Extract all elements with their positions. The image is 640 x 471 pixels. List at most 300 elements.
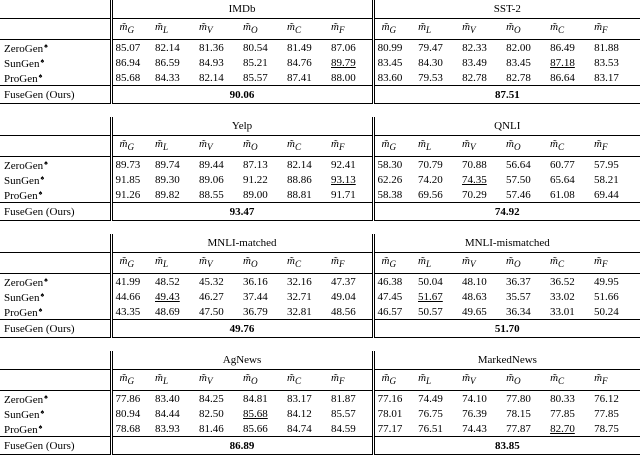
spade-icon: ♠ [40, 408, 45, 416]
score-value: 89.00 [243, 188, 268, 201]
model-column-header: $m̃_V$ [462, 19, 506, 40]
score-cell [155, 172, 199, 187]
score-value: 79.53 [418, 71, 443, 84]
score-cell [287, 406, 331, 421]
score-cell [550, 55, 594, 70]
score-value: 83.40 [155, 392, 180, 405]
score-cell [550, 391, 594, 407]
model-column-header: $m̃_L$ [155, 19, 199, 40]
score-value: 74.10 [462, 392, 487, 405]
fusegen-label: FuseGen (Ours) [0, 437, 111, 455]
score-value: 89.06 [199, 173, 224, 186]
score-value: 84.81 [243, 392, 268, 405]
score-value: 79.47 [418, 41, 443, 54]
score-value: 81.36 [199, 41, 224, 54]
model-column-header: $m̃_C$ [550, 136, 594, 157]
score-cell [199, 70, 243, 86]
score-cell [331, 406, 373, 421]
model-column-header: $m̃_F$ [331, 370, 373, 391]
score-cell [199, 157, 243, 173]
score-cell [287, 40, 331, 56]
score-value: 84.93 [199, 56, 224, 69]
score-cell [418, 70, 462, 86]
score-value: 47.45 [377, 290, 403, 303]
score-value: 50.04 [418, 275, 443, 288]
score-cell [594, 70, 640, 86]
score-value: 83.53 [594, 56, 619, 69]
fusegen-score: 90.06 [111, 86, 373, 104]
model-subscript: G [389, 25, 397, 36]
score-value: 61.08 [550, 188, 575, 201]
model-subscript: V [206, 376, 213, 387]
method-name [0, 187, 111, 203]
table-row [0, 70, 640, 86]
model-column-header: $m̃_G$ [111, 370, 155, 391]
score-value: 46.57 [377, 305, 403, 318]
model-column-header: $m̃_G$ [373, 253, 418, 274]
score-value: 32.71 [287, 290, 312, 303]
score-value: 36.37 [506, 275, 531, 288]
score-cell [111, 172, 155, 187]
method-label: ZeroGen [4, 43, 44, 55]
model-column-header: $m̃_O$ [243, 370, 287, 391]
model-subscript: F [602, 376, 608, 387]
score-cell [594, 421, 640, 437]
fusegen-score: 83.85 [373, 437, 640, 455]
score-cell [594, 157, 640, 173]
score-cell [287, 55, 331, 70]
score-cell [155, 157, 199, 173]
score-cell [462, 421, 506, 437]
score-value: 76.39 [462, 407, 487, 420]
fusegen-score: 86.89 [111, 437, 373, 455]
score-cell [155, 391, 199, 407]
score-cell [462, 55, 506, 70]
score-value: 82.14 [287, 158, 312, 171]
score-cell [155, 304, 199, 320]
score-value: 78.15 [506, 407, 531, 420]
model-subscript: G [127, 376, 135, 387]
score-value: 83.45 [377, 56, 403, 69]
model-subscript: O [513, 259, 521, 270]
score-value: 46.38 [377, 275, 403, 288]
score-cell [462, 289, 506, 304]
score-value: 81.49 [287, 41, 312, 54]
score-value: 33.02 [550, 290, 575, 303]
spade-icon: ♠ [44, 393, 48, 401]
score-cell [287, 421, 331, 437]
score-value: 81.87 [331, 392, 356, 405]
model-subscript: L [426, 25, 432, 36]
score-cell [550, 289, 594, 304]
dataset-header: AgNews [111, 351, 373, 370]
spade-icon: ♠ [44, 42, 48, 50]
model-column-header: $m̃_L$ [418, 19, 462, 40]
score-cell [594, 55, 640, 70]
score-value: 93.13 [331, 173, 356, 186]
method-label: ZeroGen [4, 277, 44, 289]
table-row [0, 187, 640, 203]
score-cell [111, 406, 155, 421]
score-cell [550, 40, 594, 56]
score-cell [373, 70, 418, 86]
method-label: SunGen [4, 292, 40, 304]
model-column-header: $m̃_F$ [594, 370, 640, 391]
model-subscript: V [206, 142, 213, 153]
score-cell [155, 40, 199, 56]
score-cell [111, 157, 155, 173]
model-subscript: F [338, 25, 345, 36]
score-value: 84.30 [418, 56, 443, 69]
score-cell [243, 40, 287, 56]
fusegen-label: FuseGen (Ours) [0, 86, 111, 104]
score-value: 76.51 [418, 422, 443, 435]
model-column-header: $m̃_F$ [331, 19, 373, 40]
method-label: SunGen [4, 58, 40, 70]
score-cell [199, 187, 243, 203]
model-subscript: G [389, 376, 397, 387]
corner-cell [0, 234, 111, 253]
score-cell [462, 274, 506, 290]
corner-cell [0, 253, 111, 274]
score-cell [373, 391, 418, 407]
model-subscript: F [338, 376, 345, 387]
score-cell [199, 304, 243, 320]
score-value: 69.44 [594, 188, 619, 201]
score-value: 81.88 [594, 41, 619, 54]
corner-cell [0, 136, 111, 157]
model-subscript: C [558, 376, 565, 387]
score-cell [594, 187, 640, 203]
score-value: 91.26 [115, 188, 141, 201]
fusegen-score: 74.92 [373, 203, 640, 221]
score-cell [287, 289, 331, 304]
score-cell [550, 304, 594, 320]
score-value: 48.69 [155, 305, 180, 318]
score-cell [111, 304, 155, 320]
score-cell [418, 187, 462, 203]
results-block-2 [0, 234, 640, 338]
score-cell [506, 406, 550, 421]
model-column-header: $m̃_C$ [287, 370, 331, 391]
model-column-header: $m̃_O$ [506, 19, 550, 40]
score-value: 86.59 [155, 56, 180, 69]
model-subscript: V [470, 25, 476, 36]
score-cell [418, 304, 462, 320]
model-column-header: $m̃_O$ [243, 136, 287, 157]
score-cell [594, 391, 640, 407]
score-cell [331, 289, 373, 304]
score-cell [418, 391, 462, 407]
score-value: 44.66 [115, 290, 141, 303]
method-label: ZeroGen [4, 160, 44, 172]
score-value: 89.44 [199, 158, 224, 171]
score-cell [506, 274, 550, 290]
spade-icon: ♠ [40, 57, 45, 65]
model-column-header: $m̃_G$ [111, 136, 155, 157]
model-column-header: $m̃_G$ [373, 136, 418, 157]
spade-icon: ♠ [44, 276, 48, 284]
spade-icon: ♠ [44, 159, 48, 167]
model-column-header: $m̃_O$ [506, 370, 550, 391]
score-value: 37.44 [243, 290, 268, 303]
model-subscript: V [470, 376, 476, 387]
model-column-header: $m̃_V$ [199, 136, 243, 157]
model-column-header: $m̃_O$ [506, 136, 550, 157]
score-value: 80.33 [550, 392, 575, 405]
score-value: 57.46 [506, 188, 531, 201]
fusegen-label: FuseGen (Ours) [0, 320, 111, 338]
score-cell [373, 157, 418, 173]
model-column-header: $m̃_F$ [594, 253, 640, 274]
score-cell [462, 40, 506, 56]
score-value: 89.79 [331, 56, 356, 69]
score-cell [506, 70, 550, 86]
model-subscript: C [557, 142, 565, 153]
method-name [0, 55, 111, 70]
fusegen-row [0, 203, 640, 221]
model-subscript: G [389, 142, 397, 153]
score-value: 51.67 [418, 290, 443, 303]
score-cell [418, 421, 462, 437]
score-cell [111, 187, 155, 203]
score-value: 69.56 [418, 188, 443, 201]
score-value: 80.54 [243, 41, 268, 54]
score-cell [111, 70, 155, 86]
score-value: 84.25 [199, 392, 224, 405]
score-value: 84.76 [287, 56, 312, 69]
fusegen-score: 87.51 [373, 86, 640, 104]
spade-icon: ♠ [38, 423, 43, 431]
score-cell [594, 289, 640, 304]
dataset-header: MarkedNews [373, 351, 640, 370]
method-label: ProGen [4, 307, 38, 319]
score-cell [418, 274, 462, 290]
score-cell [111, 391, 155, 407]
score-cell [243, 421, 287, 437]
score-cell [331, 172, 373, 187]
score-value: 89.74 [155, 158, 180, 171]
score-value: 82.33 [462, 41, 487, 54]
model-subscript: F [601, 259, 608, 270]
score-cell [418, 172, 462, 187]
score-cell [462, 391, 506, 407]
model-subscript: C [294, 25, 302, 36]
score-cell [243, 172, 287, 187]
fusegen-row [0, 320, 640, 338]
score-value: 47.37 [331, 275, 356, 288]
model-column-header: $m̃_V$ [462, 253, 506, 274]
score-cell [287, 70, 331, 86]
score-value: 36.16 [243, 275, 268, 288]
score-cell [373, 40, 418, 56]
method-name [0, 40, 111, 56]
score-cell [506, 391, 550, 407]
model-subscript: O [250, 376, 258, 387]
score-value: 84.12 [287, 407, 312, 420]
dataset-header: MNLI-matched [111, 234, 373, 253]
block-gap [0, 338, 640, 351]
results-block-3 [0, 351, 640, 455]
score-cell [331, 421, 373, 437]
score-cell [199, 391, 243, 407]
score-value: 82.50 [199, 407, 224, 420]
score-cell [155, 421, 199, 437]
score-value: 58.38 [377, 188, 403, 201]
model-subscript: F [601, 142, 608, 153]
score-value: 49.04 [331, 290, 356, 303]
score-cell [594, 274, 640, 290]
score-cell [462, 406, 506, 421]
score-value: 81.46 [199, 422, 224, 435]
score-cell [155, 274, 199, 290]
score-value: 78.68 [115, 422, 141, 435]
score-value: 84.33 [155, 71, 180, 84]
score-cell [243, 391, 287, 407]
score-cell [550, 406, 594, 421]
score-value: 92.41 [331, 158, 356, 171]
score-value: 83.49 [462, 56, 487, 69]
score-cell [506, 187, 550, 203]
score-value: 88.86 [287, 173, 312, 186]
score-value: 87.41 [287, 71, 312, 84]
model-column-header: $m̃_O$ [243, 253, 287, 274]
score-cell [243, 406, 287, 421]
score-value: 85.07 [115, 41, 141, 54]
method-name [0, 406, 111, 421]
score-value: 48.56 [331, 305, 356, 318]
model-subscript: L [162, 25, 169, 36]
score-cell [550, 172, 594, 187]
score-cell [550, 70, 594, 86]
score-value: 46.27 [199, 290, 224, 303]
score-value: 80.99 [377, 41, 403, 54]
score-value: 86.94 [115, 56, 141, 69]
score-cell [155, 55, 199, 70]
score-value: 48.10 [462, 275, 487, 288]
method-name [0, 157, 111, 173]
model-subscript: L [162, 376, 169, 387]
score-cell [373, 172, 418, 187]
model-column-header: $m̃_V$ [199, 370, 243, 391]
method-label: ZeroGen [4, 394, 44, 406]
score-cell [462, 172, 506, 187]
score-value: 74.35 [462, 173, 487, 186]
score-value: 48.52 [155, 275, 180, 288]
score-cell [287, 391, 331, 407]
model-subscript: O [514, 376, 521, 387]
score-value: 36.34 [506, 305, 531, 318]
method-label: SunGen [4, 409, 40, 421]
score-value: 45.32 [199, 275, 224, 288]
block-gap [0, 221, 640, 234]
score-cell [506, 421, 550, 437]
model-column-header: $m̃_G$ [111, 19, 155, 40]
table-row [0, 406, 640, 421]
score-value: 62.26 [377, 173, 403, 186]
model-subscript: L [425, 142, 432, 153]
score-cell [550, 274, 594, 290]
score-cell [373, 289, 418, 304]
score-value: 47.50 [199, 305, 224, 318]
score-cell [243, 70, 287, 86]
fusegen-row [0, 437, 640, 455]
table-row [0, 304, 640, 320]
model-column-header: $m̃_C$ [550, 253, 594, 274]
spade-icon: ♠ [38, 72, 43, 80]
score-cell [243, 187, 287, 203]
score-cell [199, 406, 243, 421]
score-value: 57.95 [594, 158, 619, 171]
score-value: 41.99 [115, 275, 141, 288]
score-value: 85.57 [331, 407, 356, 420]
model-subscript: C [558, 25, 565, 36]
score-cell [594, 40, 640, 56]
score-cell [506, 157, 550, 173]
score-cell [331, 40, 373, 56]
model-column-header: $m̃_C$ [287, 253, 331, 274]
model-subscript: O [250, 25, 258, 36]
score-value: 82.14 [199, 71, 224, 84]
score-value: 77.85 [594, 407, 619, 420]
model-column-header: $m̃_V$ [199, 19, 243, 40]
score-cell [331, 187, 373, 203]
model-column-header: $m̃_L$ [155, 370, 199, 391]
model-subscript: C [557, 259, 565, 270]
score-cell [243, 289, 287, 304]
score-value: 35.57 [506, 290, 531, 303]
score-cell [418, 157, 462, 173]
score-value: 86.64 [550, 71, 575, 84]
score-value: 77.86 [115, 392, 141, 405]
score-value: 85.68 [243, 407, 268, 420]
results-block-0 [0, 0, 640, 104]
model-column-header: $m̃_F$ [594, 136, 640, 157]
score-cell [506, 304, 550, 320]
model-column-header: $m̃_F$ [331, 253, 373, 274]
table-row [0, 421, 640, 437]
score-value: 78.01 [377, 407, 403, 420]
model-column-header: $m̃_O$ [243, 19, 287, 40]
score-cell [331, 391, 373, 407]
score-value: 58.21 [594, 173, 619, 186]
model-subscript: F [338, 142, 345, 153]
score-value: 82.70 [550, 422, 575, 435]
score-value: 85.57 [243, 71, 268, 84]
score-cell [550, 157, 594, 173]
score-value: 74.49 [418, 392, 443, 405]
table-row [0, 172, 640, 187]
score-cell [111, 289, 155, 304]
score-value: 83.93 [155, 422, 180, 435]
score-value: 88.55 [199, 188, 224, 201]
score-value: 77.80 [506, 392, 531, 405]
fusegen-row [0, 86, 640, 104]
table-row [0, 40, 640, 56]
score-value: 51.66 [594, 290, 619, 303]
model-column-header: $m̃_L$ [418, 136, 462, 157]
model-subscript: G [127, 142, 135, 153]
score-cell [243, 274, 287, 290]
score-cell [506, 172, 550, 187]
score-value: 77.87 [506, 422, 531, 435]
table-row [0, 289, 640, 304]
score-value: 57.50 [506, 173, 531, 186]
method-name [0, 274, 111, 290]
score-value: 74.43 [462, 422, 487, 435]
spade-icon: ♠ [40, 174, 45, 182]
score-value: 32.81 [287, 305, 312, 318]
